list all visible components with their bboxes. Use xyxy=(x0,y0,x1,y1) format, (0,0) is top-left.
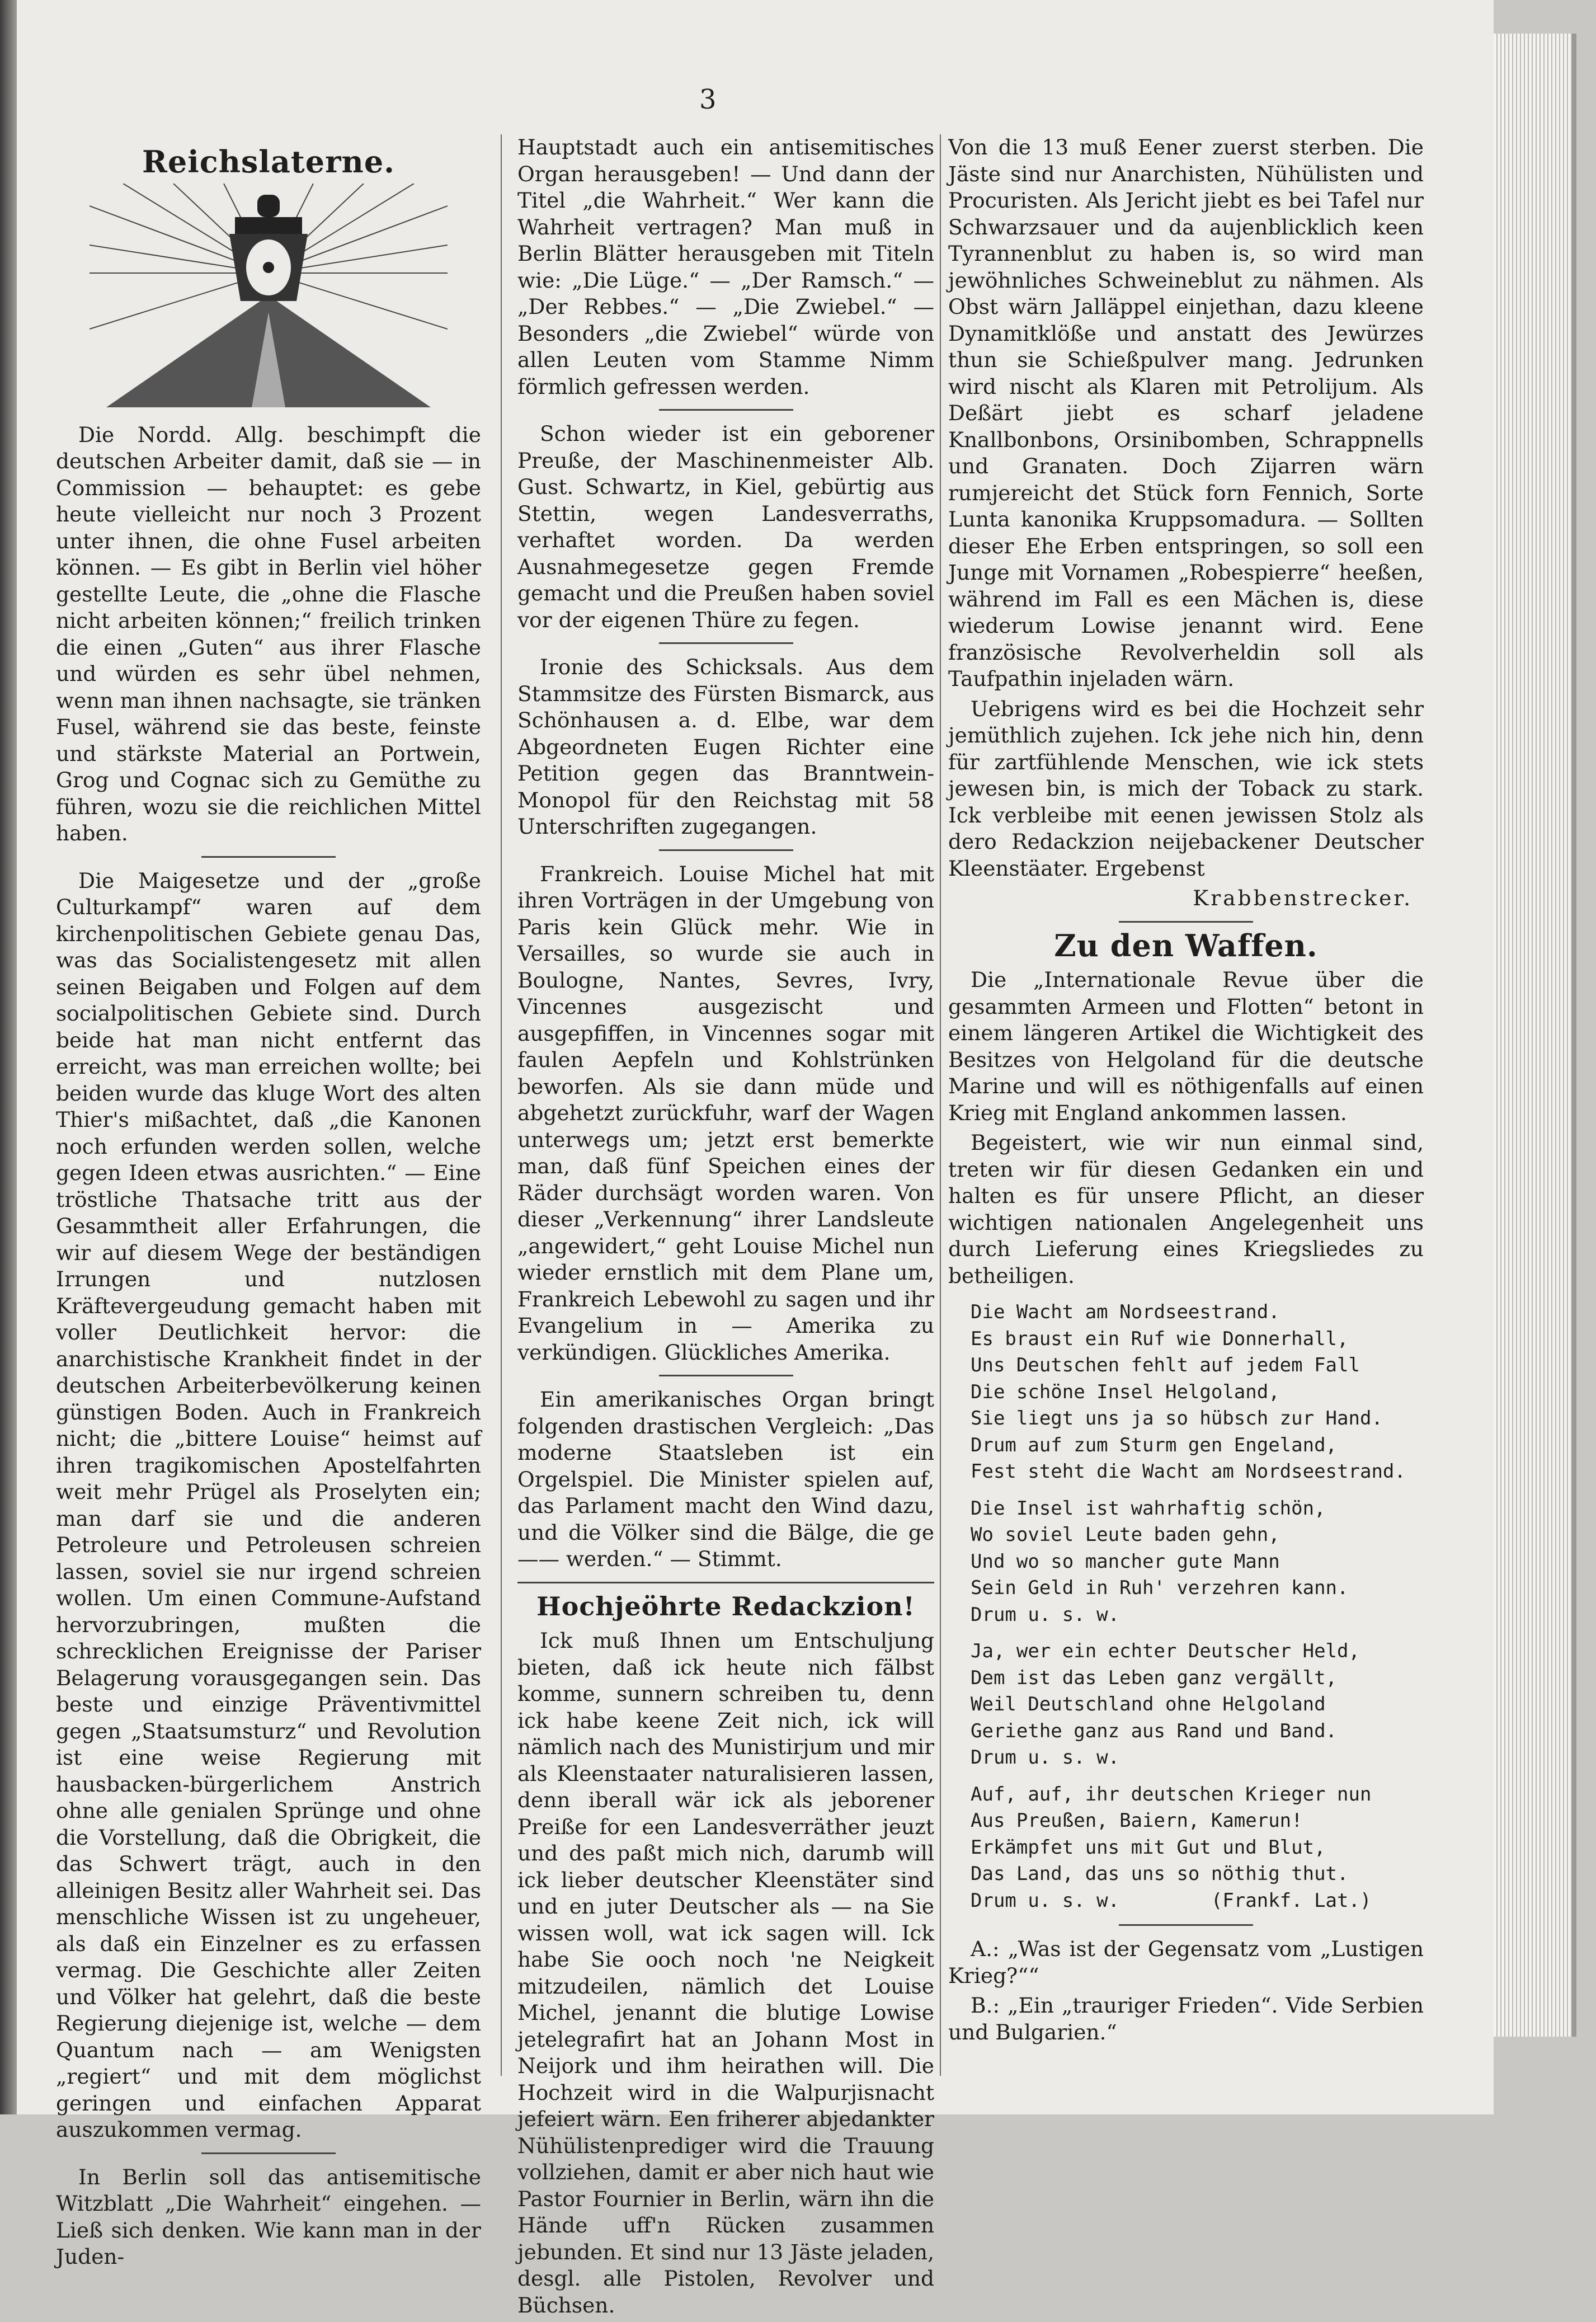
column-1 xyxy=(56,140,481,2274)
letter-paragraph-2: Von die 13 muß Eener zuerst sterben. Die Jäste sind nur Anarchisten, Nühülisten und Procuristen. Als Jericht jiebt es bei Tafel nur Schwarzsauer und da aujenblicklich keen Tyrannenblut zu haben is, so wird man jewöhnliches Schweineblut zu nähmen. Als Obst wärn Jalläppel einjethan, dazu kleene Dynamitklöße und anstatt des Jewürzes thun sie Schießpulver mang. Jedrunken wird nischt als Klaren mit Petrolijum. Als Deßärt jiebt es scharf jeladene Knallbonbons, Orsinibomben, Schrappnells und Granaten. Doch Zijarren wärn rumjereicht det Stück forn Fennich, Sorte Lunta kanonika Kruppsomadura. — Sollten dieser Ehe Erben entspringen, so soll een Junge mit Vornamen „Robespierre“ heeßen, während im Fall es een Mächen is, diese wiederum Lowise jenannt wird. Eene französische Revolverheldin soll als Taufpathin injeladen wärn. xyxy=(948,135,1424,691)
separator xyxy=(659,409,793,411)
poem-line: Dem ist das Leben ganz vergällt, xyxy=(971,1666,1338,1689)
poem-line: Drum u. s. w. xyxy=(971,1746,1120,1769)
waffen-intro-1: Die „Internationale Revue über die gesammten Armeen und Flotten“ betont in einem längeren Artikel die Wichtigkeit des Besitzes von Helgoland für die deutsche Marine und will es nöthigenfalls auf einen Krieg mit England ankommen lassen. xyxy=(948,967,1424,1125)
separator xyxy=(201,2152,336,2154)
separator xyxy=(659,849,793,851)
paragraph-orgelspiel: Ein amerikanisches Organ bringt folgenden drastischen Vergleich: „Das moderne Staatsleben ist ein Orgelspiel. Die Minister spielen auf, das Parlament macht den Wind dazu, und die Völker sind die Bälge, die ge—— werden.“ — Stimmt. xyxy=(517,1387,934,1571)
poem-line: Sie liegt uns ja so hübsch zur Hand. xyxy=(971,1407,1383,1430)
poem-line: Drum auf zum Sturm gen Engeland, xyxy=(971,1433,1338,1456)
separator xyxy=(1119,921,1253,923)
dialog-b: B.: „Ein „trauriger Frieden“. Vide Serbien und Bulgarien.“ xyxy=(948,1993,1424,2044)
waffen-intro-2: Begeistert, wie wir nun einmal sind, treten wir für diesen Gedanken ein und halten es für unsere Pflicht, an dieser wichtigen nationalen Angelegenheit uns durch Lieferung eines Kriegsliedes zu betheiligen. xyxy=(948,1130,1424,1288)
poem-line: Geriethe ganz aus Rand und Band. xyxy=(971,1719,1338,1742)
letter-paragraph-3: Uebrigens wird es bei die Hochzeit sehr jemüthlich zujehen. Ick jehe nich hin, denn für zartfühlende Menschen, wie ick stets jewesen bin, is mich der Toback zu stark. Ick verbleibe mit eenen jewissen Stolz als dero Redackzion neijebackener Deutscher Kleenstäater. Ergebenst xyxy=(948,696,1424,881)
poem-line: Wo soviel Leute baden gehn, xyxy=(971,1524,1280,1546)
poem-stanza-1 xyxy=(971,1299,1424,1486)
section-divider xyxy=(517,1582,934,1583)
poem-line: Sein Geld in Ruh' verzehren kann. xyxy=(971,1577,1349,1599)
paragraph-preusse: Schon wieder ist ein geborener Preuße, der Maschinenmeister Alb. Gust. Schwartz, in Kiel, gebürtig aus Stettin, wegen Landesverraths, verhaftet worden. Da werden Ausnahmegesetze gegen Fremde gemacht und die Preußen haben soviel vor der eigenen Thüre zu fegen. xyxy=(517,421,934,632)
page-number: 3 xyxy=(699,84,717,115)
separator xyxy=(659,642,793,644)
separator xyxy=(201,856,336,858)
poem-line: Weil Deutschland ohne Helgoland xyxy=(971,1693,1326,1715)
paragraph-frankreich: Frankreich. Louise Michel hat mit ihren Vorträgen in der Umgebung von Paris kein Glück mehr. Wie in Versailles, so wurde sie auch in Boulogne, Nantes, Sevres, Ivry, Vincennes ausgezischt und ausgepfiffen, in Vincennes sogar mit faulen Aepfeln und Kohlstrünken beworfen. Als sie dann müde und abgehetzt zurückfuhr, warf der Wagen unterwegs um; jetzt erst bemerkte man, daß fünf Speichen eines der Räder durchsägt worden waren. Von dieser „Verkennung“ ihrer Landsleute „angewidert,“ geht Louise Michel nun wieder ernstlich mit dem Plane um, Frankreich Lebewohl zu sagen und ihr Evangelium in — Amerika zu verkündigen. Glückliches Amerika. xyxy=(517,861,934,1365)
poem-line: Fest steht die Wacht am Nordseestrand. xyxy=(971,1460,1406,1483)
heading-reichslaterne: Reichslaterne. xyxy=(142,144,395,180)
poem-line: Die schöne Insel Helgoland, xyxy=(971,1380,1280,1403)
page-edges xyxy=(1494,34,1576,2037)
column-3 xyxy=(948,134,1424,2049)
poem-stanza-3 xyxy=(971,1638,1424,1771)
poem-line: Die Wacht am Nordseestrand. xyxy=(971,1301,1280,1323)
lantern-illustration xyxy=(90,184,448,407)
heading-redackzion: Hochjeöhrte Redackzion! xyxy=(536,1591,915,1621)
poem-stanza-4 xyxy=(971,1782,1424,1915)
poem-line: Das Land, das uns so nöthig thut. xyxy=(971,1863,1349,1885)
poem-line: Ja, wer ein echter Deutscher Held, xyxy=(971,1640,1360,1662)
column-rule-1 xyxy=(501,134,502,2076)
separator xyxy=(659,1375,793,1376)
poem-line: Und wo so mancher gute Mann xyxy=(971,1550,1280,1573)
poem-line: Auf, auf, ihr deutschen Krieger nun xyxy=(971,1783,1372,1806)
paragraph-witzblatt: In Berlin soll das antisemitische Witzblatt „Die Wahrheit“ eingehen. — Ließ sich denken. Wie kann man in der Juden- xyxy=(56,2164,481,2269)
heading-zu-den-waffen: Zu den Waffen. xyxy=(1054,927,1318,963)
letter-signature: Krabbenstrecker. xyxy=(1193,886,1413,910)
poem-line: Erkämpfet uns mit Gut und Blut, xyxy=(971,1836,1326,1859)
dialog-a: A.: „Was ist der Gegensatz vom „Lustigen Krieg?““ xyxy=(948,1936,1424,1988)
poem-line: Aus Preußen, Baiern, Kamerun! xyxy=(971,1809,1303,1832)
poem-stanza-2 xyxy=(971,1496,1424,1629)
poem-line: Uns Deutschen fehlt auf jedem Fall xyxy=(971,1354,1360,1376)
letter-paragraph-1: Ick muß Ihnen um Entschuljung bieten, daß ick heute nich fälbst komme, sunnern schreiben tu, denn ick habe keene Zeit nich, ick will nämlich nach des Munistirjum und mir als Kleenstaater naturalisieren lassen, denn iberall wär ick als jeborener Preiße for een Landesverräther jeuzt und des paßt mich nich, darumb will ick lieber deutscher Kleenstäter sind und en juter Deutscher als — na Sie wissen woll, wat ick sagen will. Ick habe Sie ooch noch 'ne Neigkeit mitzudeilen, nämlich det Louise Michel, jenannt die blutige Lowise jetelegrafirt hat an Johann Most in Neijork und ihm heirathen will. Die Hochzeit wird in die Walpurjisnacht jefeiert wärn. Een friherer abjedankter Nühülistenprediger wird die Trauung vollziehen, damit er aber nich haut wie Pastor Fournier in Berlin, wärn ihn die Hände uff'n Rücken zusammen jebunden. Et sind nur 13 Jäste jeladen, desgl. alle Pistolen, Revolver und Büchsen. xyxy=(517,1628,934,2318)
poem-line: Drum u. s. w. xyxy=(971,1603,1120,1626)
poem-line: Drum u. s. w. (Frankf. Lat.) xyxy=(971,1889,1372,1912)
paragraph-maigesetze: Die Maigesetze und der „große Culturkampf“ waren auf dem kirchenpolitischen Gebiete genau Das, was das Socialistengesetz mit allen seinen Beigaben und Folgen auf dem socialpolitischen Gebiete sind. Durch beide hat man nicht entfernt das erreicht, was man erreichen wollte; bei beiden wurde das kluge Wort des alten Thier's mißachtet, daß „die Kanonen noch erfunden werden sollen, welche gegen Ideen etwas ausrichten.“ — Eine tröstliche Thatsache tritt aus der Gesammtheit aller Erfahrungen, die wir auf diesem Wege der beständigen Irrungen und nutzlosen Kräftevergeudung gemacht haben mit voller Deutlichkeit hervor: die anarchistische Krankheit findet in der deutschen Arbeiterbevölkerung keinen günstigen Boden. Auch in Frankreich nicht; die „bittere Louise“ heimst auf ihren tragikomischen Apostelfahrten weit mehr Prügel als Proselyten ein; man darf sie und die anderen Petroleure und Petroleusen schreien lassen, soviel sie nur irgend schreien wollen. Um einen Commune-Aufstand hervorzubringen, mußten die schrecklichen Ereignisse der Pariser Belagerung vorausgegangen sein. Das beste und einzige Präventivmittel gegen „Staatsumsturz“ und Revolution ist eine weise Regierung mit hausbacken-bürgerlichem Anstrich ohne alle genialen Sprünge und ohne die Vorstellung, daß die Obrigkeit, die das Schwert trägt, auch in den alleinigen Besitz aller Wahrheit sei. Das menschliche Wissen ist zu ungeheuer, als daß ein Einzelner es zu erfassen vermag. Die Geschichte aller Zeiten und Völker hat gelehrt, daß die beste Regierung diejenige ist, welche — dem Quantum nach — am Wenigsten „regiert“ und mit dem möglichst geringen und einfachen Apparat auszukommen vermag. xyxy=(56,868,481,2142)
paragraph-nordd: Die Nordd. Allg. beschimpft die deutschen Arbeiter damit, daß sie — in Commission — behauptet: es gebe heute vielleicht nur noch 3 Prozent unter ihnen, die ohne Fusel arbeiten können. — Es gibt in Berlin viel höher gestellte Leute, die „ohne die Flasche nicht arbeiten können;“ freilich trinken die einen „Guten“ aus ihrer Flasche und würden es sehr übel nehmen, wenn man ihnen nachsagte, sie tränken Fusel, während sie das beste, feinste und stärkste Material an Portwein, Grog und Cognac sich zu Gemüthe zu führen, wozu sie die reichlichen Mittel haben. xyxy=(56,422,481,845)
separator xyxy=(1119,1924,1253,1926)
column-rule-2 xyxy=(940,134,941,2076)
paragraph-hauptstadt: Hauptstadt auch ein antisemitisches Organ herausgeben! — Und dann der Titel „die Wahrheit.“ Wer kann die Wahrheit vertragen? Man muß in Berlin Blätter herausgeben mit Titeln wie: „Die Lüge.“ — „Der Ramsch.“ — „Der Rebbes.“ — „Die Zwiebel.“ — Besonders „die Zwiebel“ würde von allen Leuten vom Stamme Nimm förmlich gefressen werden. xyxy=(517,135,934,399)
column-2 xyxy=(517,134,934,2322)
poem-line: Die Insel ist wahrhaftig schön, xyxy=(971,1497,1326,1520)
paragraph-ironie: Ironie des Schicksals. Aus dem Stammsitze des Fürsten Bismarck, aus Schönhausen a. d. Elbe, war dem Abgeordneten Eugen Richter eine Petition gegen das Branntwein-Monopol für den Reichstag mit 58 Unterschriften zugegangen. xyxy=(517,655,934,839)
poem-line: Es braust ein Ruf wie Donnerhall, xyxy=(971,1327,1349,1350)
